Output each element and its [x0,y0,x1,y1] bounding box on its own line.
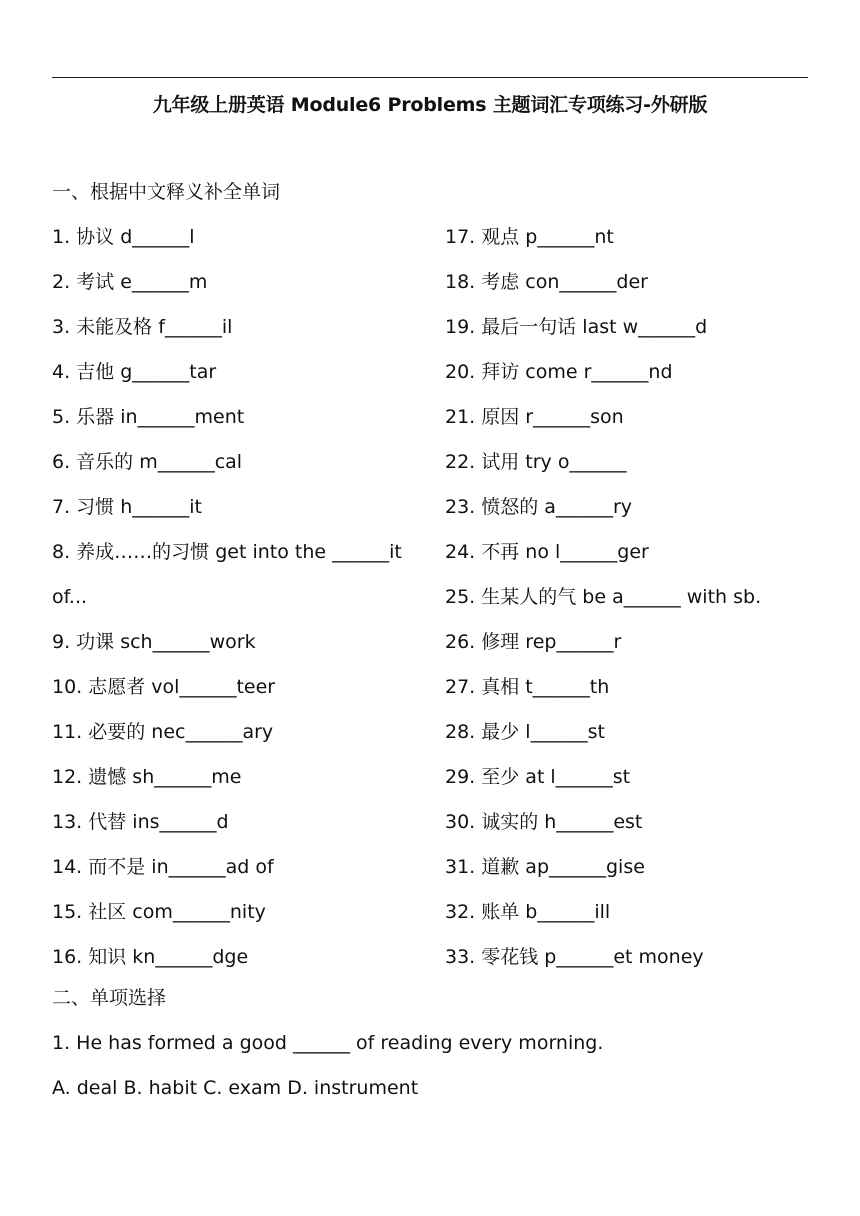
section-heading: 一、根据中文释义补全单词 [52,181,281,203]
exercise-item-continuation: of... [52,586,88,608]
exercise-item: 17. 观点 p______nt [445,226,614,248]
exercise-item: 16. 知识 kn______dge [52,946,249,968]
exercise-item: 30. 诚实的 h______est [445,811,643,833]
exercise-item: 28. 最少 l______st [445,721,605,743]
question-options: A. deal B. habit C. exam D. instrument [52,1077,419,1099]
exercise-item: 11. 必要的 nec______ary [52,721,274,743]
exercise-item: 26. 修理 rep______r [445,631,622,653]
question-text: 1. He has formed a good ______ of reading every morning. [52,1032,604,1054]
exercise-item: 32. 账单 b______ill [445,901,611,923]
exercise-item: 15. 社区 com______nity [52,901,266,923]
exercise-item: 1. 协议 d______l [52,226,195,248]
page-title: 九年级上册英语 Module6 Problems 主题词汇专项练习-外研版 [152,94,708,116]
exercise-item: 22. 试用 try o______ [445,451,627,473]
exercise-item: 20. 拜访 come r______nd [445,361,673,383]
exercise-item: 7. 习惯 h______it [52,496,202,518]
exercise-item: 2. 考试 e______m [52,271,208,293]
exercise-item: 33. 零花钱 p______et money [445,946,704,968]
exercise-item: 18. 考虑 con______der [445,271,648,293]
exercise-item: 27. 真相 t______th [445,676,610,698]
exercise-item: 14. 而不是 in______ad of [52,856,274,878]
exercise-item: 21. 原因 r______son [445,406,624,428]
exercise-item: 5. 乐器 in______ment [52,406,245,428]
exercise-item: 4. 吉他 g______tar [52,361,217,383]
header-rule [52,77,808,78]
section-heading: 二、单项选择 [52,987,167,1009]
exercise-item: 3. 未能及格 f______il [52,316,233,338]
exercise-item: 6. 音乐的 m______cal [52,451,243,473]
exercise-item: 24. 不再 no l______ger [445,541,649,563]
exercise-item: 23. 愤怒的 a______ry [445,496,632,518]
exercise-item: 8. 养成……的习惯 get into the ______it [52,541,402,563]
exercise-item: 12. 遗憾 sh______me [52,766,242,788]
exercise-item: 31. 道歉 ap______gise [445,856,645,878]
exercise-item: 25. 生某人的气 be a______ with sb. [445,586,762,608]
exercise-item: 29. 至少 at l______st [445,766,631,788]
exercise-item: 13. 代替 ins______d [52,811,229,833]
exercise-item: 9. 功课 sch______work [52,631,256,653]
exercise-item: 10. 志愿者 vol______teer [52,676,276,698]
exercise-item: 19. 最后一句话 last w______d [445,316,708,338]
